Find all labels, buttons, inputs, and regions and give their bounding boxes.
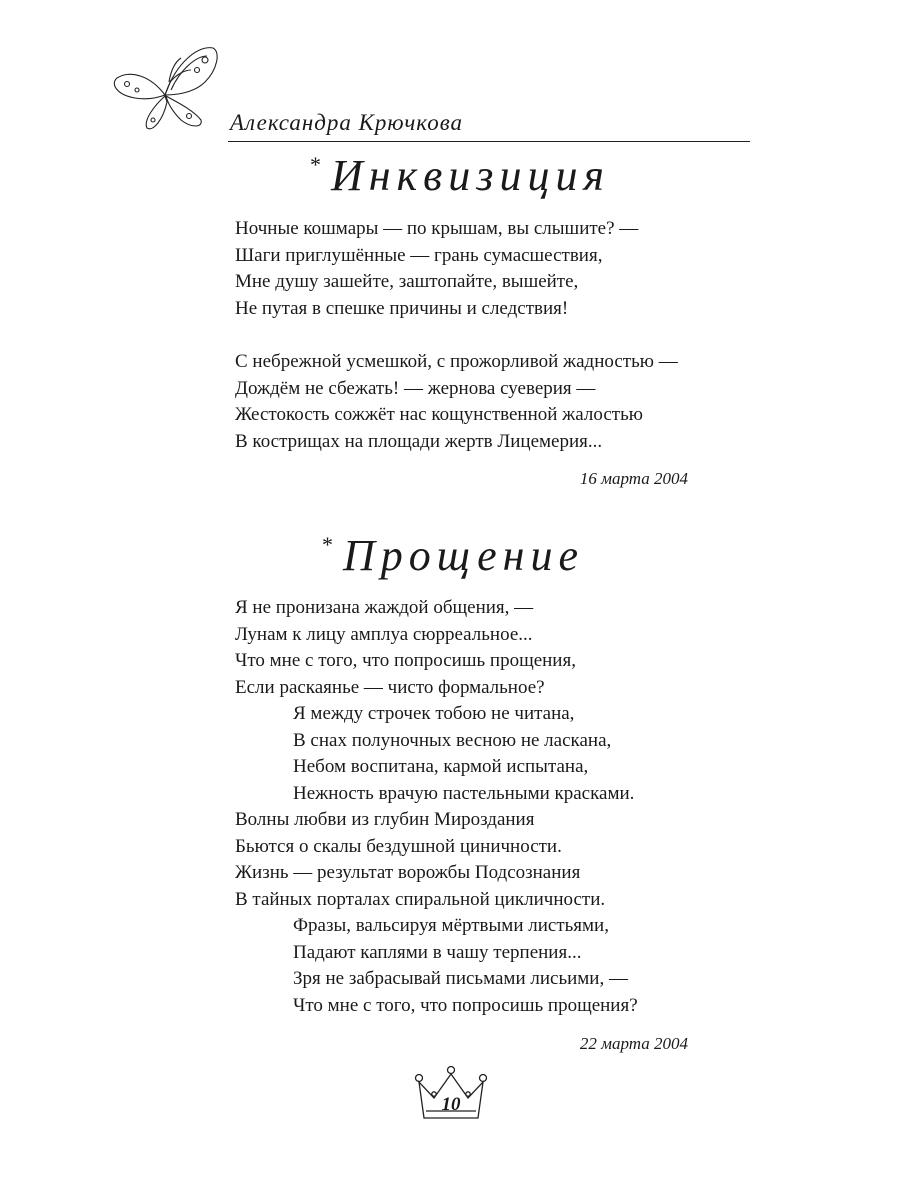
- poem-1-stanza-1: [235, 216, 638, 322]
- verse-line: Бьются о скалы бездушной циничности.: [235, 835, 562, 857]
- verse-line-indented: Что мне с того, что попросишь прощения?: [293, 994, 638, 1016]
- poem-title-1: [310, 150, 610, 201]
- verse-line: Жизнь — результат ворожбы Подсознания: [235, 862, 581, 883]
- verse-line-indented: Падают каплями в чашу терпения...: [293, 941, 582, 963]
- poem-2-body: [235, 595, 638, 1019]
- verse-line: Ночные кошмары — по крышам, вы слышите? —: [235, 218, 639, 239]
- poem-title-text-1: Инквизиция: [331, 151, 610, 200]
- verse-line: Лунам к лицу амплуа сюрреальное...: [235, 623, 533, 645]
- poem-star-2: *: [322, 532, 333, 557]
- poem-2-date: 22 марта 2004: [579, 1034, 688, 1053]
- poem-star-1: *: [310, 152, 321, 177]
- author-name: Александра Крючкова: [230, 110, 464, 135]
- verse-line: Волны любви из глубин Мироздания: [235, 809, 535, 830]
- header-divider: [228, 141, 750, 142]
- butterfly-icon: [105, 40, 225, 132]
- verse-line: В кострищах на площади жертв Лицемерия...: [235, 430, 603, 452]
- poem-title-text-2: Прощение: [343, 531, 584, 580]
- verse-line-indented: Зря не забрасывай письмами лисьими, —: [293, 968, 628, 989]
- verse-line: Не путая в спешке причины и следствия!: [235, 297, 569, 319]
- verse-line: Шаги приглушённые — грань сумасшествия,: [235, 244, 603, 266]
- verse-line: Что мне с того, что попросишь прощения,: [235, 650, 576, 671]
- page-header: [105, 40, 750, 135]
- verse-line: Если раскаянье — чисто формальное?: [235, 676, 545, 698]
- verse-line: Жестокость сожжёт нас кощунственной жалостью: [235, 404, 643, 425]
- page-number: 10: [441, 1094, 461, 1115]
- verse-line: Мне душу зашейте, заштопайте, вышейте,: [235, 271, 579, 292]
- verse-line-indented: Небом воспитана, кармой испытана,: [293, 756, 589, 777]
- verse-line-indented: Нежность врачую пастельными красками.: [293, 782, 635, 804]
- verse-line: В тайных порталах спиральной цикличности.: [235, 888, 606, 910]
- verse-line: С небрежной усмешкой, с прожорливой жадностью —: [235, 351, 678, 372]
- verse-line: Дождём не сбежать! — жернова суеверия —: [235, 377, 596, 399]
- poem-1-stanza-2: [235, 349, 678, 455]
- verse-line-indented: В снах полуночных весною не ласкана,: [293, 729, 612, 751]
- verse-line-indented: Фразы, вальсируя мёртвыми листьями,: [293, 915, 609, 936]
- verse-line: Я не пронизана жаждой общения, —: [235, 597, 534, 618]
- poem-1-date: 16 марта 2004: [579, 469, 688, 488]
- poem-title-2: [322, 530, 584, 581]
- verse-line-indented: Я между строчек тобою не читана,: [293, 703, 575, 724]
